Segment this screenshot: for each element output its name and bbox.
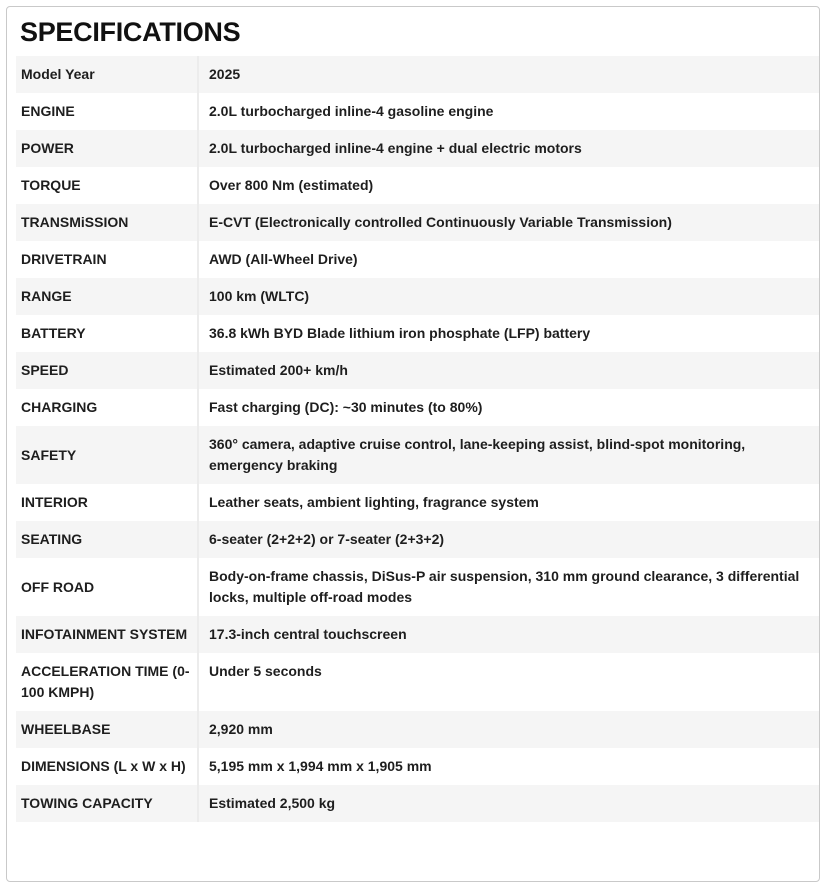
table-row [16, 241, 819, 278]
spec-label: TORQUE [16, 167, 198, 204]
table-row [16, 167, 819, 204]
spec-value: Estimated 2,500 kg [198, 785, 819, 822]
spec-value: Estimated 200+ km/h [198, 352, 819, 389]
spec-label: INFOTAINMENT SYSTEM [16, 616, 198, 653]
spec-label: RANGE [16, 278, 198, 315]
table-row [16, 130, 819, 167]
spec-label: WHEELBASE [16, 711, 198, 748]
spec-value: AWD (All-Wheel Drive) [198, 241, 819, 278]
spec-value: 2.0L turbocharged inline-4 gasoline engine [198, 93, 819, 130]
spec-label: ACCELERATION TIME (0-100 KMPH) [16, 653, 198, 711]
spec-value: 100 km (WLTC) [198, 278, 819, 315]
spec-value: Over 800 Nm (estimated) [198, 167, 819, 204]
spec-value: Body-on-frame chassis, DiSus-P air suspension, 310 mm ground clearance, 3 differential locks, multiple off-road modes [198, 558, 819, 616]
spec-label: SPEED [16, 352, 198, 389]
spec-value: 17.3-inch central touchscreen [198, 616, 819, 653]
table-row [16, 558, 819, 616]
spec-value: 6-seater (2+2+2) or 7-seater (2+3+2) [198, 521, 819, 558]
spec-label: Model Year [16, 56, 198, 93]
spec-label: TRANSMiSSION [16, 204, 198, 241]
table-row [16, 426, 819, 484]
table-row [16, 785, 819, 822]
spec-label: POWER [16, 130, 198, 167]
table-row [16, 711, 819, 748]
specifications-table [16, 56, 819, 822]
specifications-card [6, 6, 820, 882]
table-row [16, 748, 819, 785]
spec-label: ENGINE [16, 93, 198, 130]
spec-label: BATTERY [16, 315, 198, 352]
table-row [16, 616, 819, 653]
table-row [16, 93, 819, 130]
table-row [16, 484, 819, 521]
spec-value: E-CVT (Electronically controlled Continuously Variable Transmission) [198, 204, 819, 241]
spec-value: 2,920 mm [198, 711, 819, 748]
spec-value: 2.0L turbocharged inline-4 engine + dual electric motors [198, 130, 819, 167]
spec-label: CHARGING [16, 389, 198, 426]
spec-label: SAFETY [16, 426, 198, 484]
table-row [16, 56, 819, 93]
page-title: SPECIFICATIONS [20, 17, 241, 47]
table-row [16, 653, 819, 711]
spec-label: DIMENSIONS (L x W x H) [16, 748, 198, 785]
table-row [16, 204, 819, 241]
spec-value: Fast charging (DC): ~30 minutes (to 80%) [198, 389, 819, 426]
spec-label: INTERIOR [16, 484, 198, 521]
table-row [16, 521, 819, 558]
spec-label: DRIVETRAIN [16, 241, 198, 278]
table-row [16, 315, 819, 352]
table-row [16, 389, 819, 426]
spec-label: TOWING CAPACITY [16, 785, 198, 822]
spec-value: 36.8 kWh BYD Blade lithium iron phosphate (LFP) battery [198, 315, 819, 352]
spec-value: 5,195 mm x 1,994 mm x 1,905 mm [198, 748, 819, 785]
spec-value: 360° camera, adaptive cruise control, lane-keeping assist, blind-spot monitoring, emergency braking [198, 426, 819, 484]
spec-label: SEATING [16, 521, 198, 558]
table-row [16, 352, 819, 389]
spec-label: OFF ROAD [16, 558, 198, 616]
spec-value: Under 5 seconds [198, 653, 819, 711]
spec-value: 2025 [198, 56, 819, 93]
table-row [16, 278, 819, 315]
spec-value: Leather seats, ambient lighting, fragrance system [198, 484, 819, 521]
